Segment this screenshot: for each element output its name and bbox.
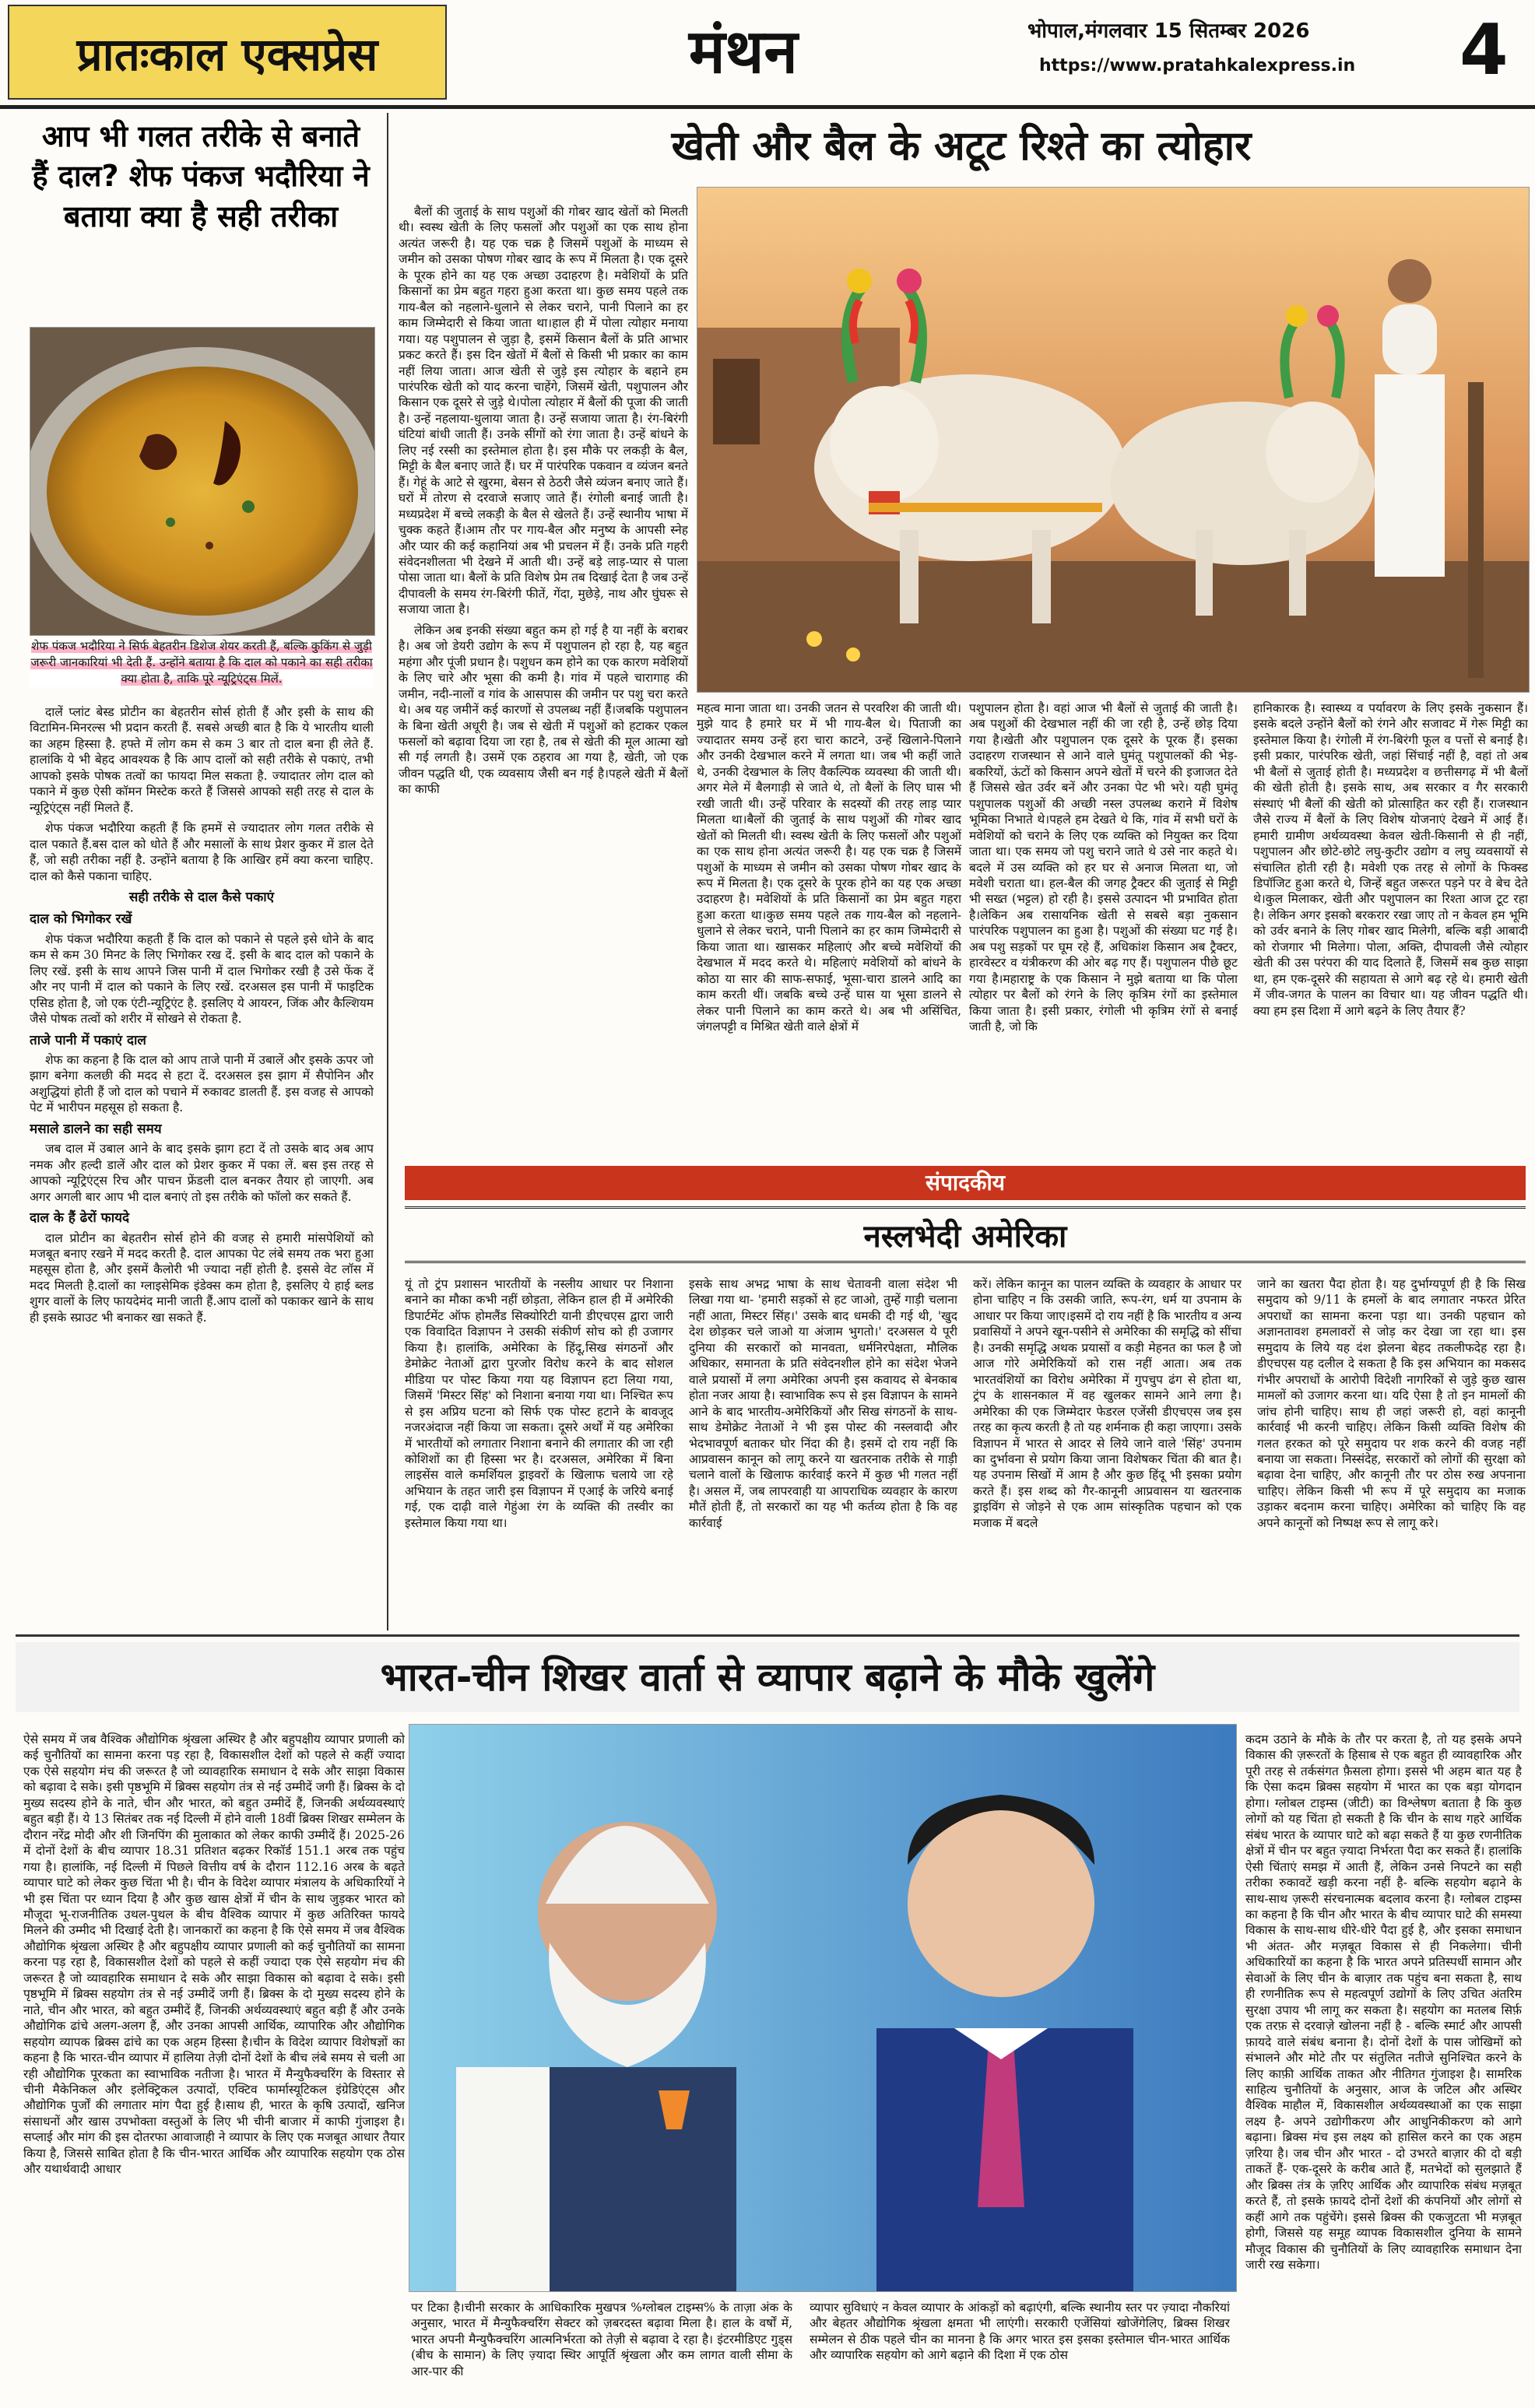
editorial-column-4: जाने का खतरा पैदा होता है। यह दुर्भाग्यपूर्ण ही है कि सिख समुदाय को 9/11 के हमलों के बाद लगातार नफरत प्रेरित अपराधों का सामना करना पड़ा था। उनकी पहचान को अज्ञानतावश हमलावरों से जोड़ कर देखा जा रहा था। इस समुदाय के लिये यह दंश झेलना बेहद तकलीफदेह रहा है। डीएचएस यह दलील दे सकता है कि इस अभियान का मकसद गंभीर अपराधों के आरोपी विदेशी नागरिकों से जुड़े कुछ खास मामलों को उजागर करना था। यदि ऐसा है तो इन मामलों की जांच होनी चाहिए। साथ ही जहां जरूरी हो, वहां कानूनी कार्रवाई भी करनी चाहिए। लेकिन किसी व्यक्ति विशेष की गलत हरकत को पूरे समुदाय पर शक करने की वजह नहीं बनाया जा सकता। निस्संदेह, सरकारों को लोगों की सुरक्षा को बढ़ावा देना चाहिए, और कानूनी तौर पर ठोस रुख अपनाना चाहिए। लेकिन किसी भी रूप में पूरे समुदाय का मजाक उड़ाकर बदनाम करना चाहिए। अमेरिका को चाहिए कि वह अपने कानूनों को निष्पक्ष रूप से लागू करे। [1257,1277,1526,1530]
dal-headline: आप भी गलत तरीके से बनाते हैं दाल? शेफ पंकज भदौरिया ने बताया क्या है सही तरीका [32,119,370,233]
summit-column-3: व्यापार सुविधाएं न केवल व्यापार के आंकड़ों को बढ़ाएंगी, बल्कि स्थानीय स्तर पर ज़्यादा नौकरियां और बेहतर औद्योगिक श्रृंखला क्षमता भी लाएंगी। सरकारी एजेंसियां खोजेंगेलिए, ब्रिक्स शिखर सम्मेलन से ठीक पहले चीन का मानना है कि अगर भारत इस इसका इस्तेमाल चीन-भारत आर्थिक और व्यापारिक सहयोग को आगे बढ़ाने की दिशा में एक ठोस [810,2301,1230,2363]
website-url[interactable]: https://www.pratahkalexpress.in [1039,56,1356,75]
newspaper-logo: प्रातःकाल एक्सप्रेस [8,5,447,100]
dal-paragraph: जब दाल में उबाल आने के बाद इसके झाग हटा दें तो उसके बाद अब आप नमक और हल्दी डालें और दाल को प्रेशर कुकर में पका लें. बस इस तरह से आपको न्यूट्रिएंट्स रिच और पाचन फ्रेंडली दाल बनकर तैयार हो जाएगी. अब अगर अगली बार आप भी दाल बनाएं तो इस तरीके को फॉलो कर सकते हैं. [30,1142,374,1204]
dal-subhead: दाल के हैं ढेरों फायदे [30,1210,130,1227]
editorial-headline: नस्लभेदी अमेरिका [405,1206,1526,1263]
dal-subhead: मसाले डालने का सही समय [30,1121,162,1137]
page-number: 4 [1459,9,1509,91]
masthead [0,0,1535,109]
bull-paragraph: लेकिन अब इनकी संख्या बहुत कम हो गई है या नहीं के बराबर है। अब जो डेयरी उद्योग के रूप में पशुपालन हो रहा है, यह बहुत महंगा और पूंजी प्रधान है। पशुधन कम होने का एक कारण मवेशियों के लिए चारे और भूसा की कमी है। गांव में पहले चारागाह की जमीन, नदी-नालों व गांव के आसपास की जमीन पर पशु चरा करते थे। अब यह जमीनें कई कारणों से उपलब्ध नहीं हैं।जबकि पशुपालन के बिना खेती अधूरी है। जब से खेती में पशुओं को हटाकर एकल फसलों को बढ़ावा दिया जा रहा है, तब से खेती की मूल आत्मा खो सी गई लगती है। उसमें एक ठहराव आ गया है, खेती, जो एक जीवन पद्धति थी, एक व्यवसाय जैसी बन गई है।पहले खेती में बैलों का काफी [399,623,688,797]
bull-photo [697,187,1530,693]
dal-paragraph: शेफ का कहना है कि दाल को आप ताजे पानी में उबालें और इसके ऊपर जो झाग बनेगा कलछी की मदद से हटा दें. दरअसल इस झाग में सैपोनिन और अशुद्धियां होती हैं जो दाल को पचाने में रुकावट डालती हैं. इस वजह से आपको पेट में भारीपन महसूस हो सकता है. [30,1053,374,1115]
dal-paragraph: शेफ पंकज भदौरिया कहती हैं कि हममें से ज्यादातर लोग गलत तरीके से दाल पकाते हैं.बस दाल को धोते हैं और मसालों के साथ प्रेशर कुकर में डाल देते हैं, जो सही तरीका नहीं है. उन्होंने बताया है कि आखिर हमें क्या करना चाहिए. दाल को कैसे पकाना चाहिए. [30,821,374,883]
bull-column-4: हानिकारक है। स्वास्थ्य व पर्यावरण के लिए इसके नुकसान हैं। इसके बदले उन्होंने बैलों को रंगने और सजावट में गेरू मिट्टी का इस्तेमाल किया है। रंगोली में रंग-बिरंगी फूल व पत्तों से बनाई है।इसी प्रकार, पारंपरिक खेती, जहां सिंचाई नहीं है, वहां तो अब भी बैलों से जुताई होती है। मध्यप्रदेश व छत्तीसगढ़ में भी बैलों की खेती होती है। इसके साथ, अब सरकार व गैर सरकारी संस्थाएं भी बैलों की खेती को प्रोत्साहित कर रही हैं। राजस्थान जैसे राज्य में बैलों के लिए विशेष योजनाएं देखने में आई हैं।हमारी ग्रामीण अर्थव्यवस्था केवल खेती-किसानी से ही नहीं, पशुपालन और छोटे-छोटे लघु-कुटीर उद्योग व लघु व्यवसायों से संचालित होती रही है। मवेशी एक तरह से लोगों के फिक्स्ड डिपॉजिट हुआ करते थे, जिन्हें बहुत जरूरत पड़ने पर वे बेच देते थे।कुल मिलाकर, खेती और पशुपालन का रिश्ता आज टूट रहा है। लेकिन अगर इसको बरकरार रखा जाए तो न केवल हम भूमि को उर्वर बनाने के लिए गोबर खाद मिलेगी, बल्कि बड़ी आबादी को रोजगार भी मिलेगा। पोला, अक्ति, दीपावली जैसे त्योहार खेती की उस परंपरा की याद दिलाते हैं, जिसमें सब कुछ साझा था, हम एक-दूसरे की सहायता से आगे बढ़ रहे थे। हमारी खेती में जीव-जगत के पालन का विचार था। यह जीवन पद्धति थी। क्या हम इस दिशा में आगे बढ़ने के लिए तैयार हैं? [1253,701,1528,1018]
dal-paragraph: शेफ पंकज भदौरिया कहती हैं कि दाल को पकाने से पहले इसे धोने के बाद कम से कम 30 मिनट के लिए भिगोकर रख दें. इसी के बाद दाल को पकाने के लिए रखें. इसी के साथ आपने जिस पानी में दाल भिगोकर रखी है उसे फेंक दें और नए पानी में दाल को पकाने के लिए रखें. दरअसल इस पानी में फाइटिक एसिड होता है, जो एक एंटी-न्यूट्रिएंट है. इसलिए ये आयरन, जिंक और कैल्शियम जैसे पोषक तत्वों को शरीर में सोखने से रोकता है. [30,932,374,1027]
editorial-label: संपादकीय [405,1166,1526,1200]
dal-subhead: सही तरीके से दाल कैसे पकाएं [128,889,275,905]
bull-column-1 [399,204,688,1155]
bull-paragraph: बैलों की जुताई के साथ पशुओं की गोबर खाद खेतों को मिलती थी। स्वस्थ खेती के लिए फसलों और पशुओं का एक साथ होना अत्यंत जरूरी है। यह एक चक्र है जिसमें पशुओं के माध्यम से जमीन को उसका पोषण गोबर खाद के रूप में मिलता है। एक दूसरे के पूरक होने का यह एक अच्छा उदाहरण है। मवेशियों के प्रति किसानों का प्रेम बहुत गहरा हुआ करता था। कुछ समय पहले तक गाय-बैल को नहलाने-धुलाने से लेकर चराने, पानी पिलाने का हर काम जिम्मेदारी से किया जाता था।हाल ही में पोला त्योहार मनाया गया। यह पशुपालन से जुड़ा है, इसमें किसान बैलों के प्रति आभार प्रकट करते हैं। इस दिन खेतों में बैलों से किसी भी प्रकार का काम नहीं लिया जाता। आज खेती से जुड़े इस त्योहार के बहाने हम पारंपरिक खेती को याद करना चाहेंगे, जिसमें खेती, पशुपालन और किसान एक दूसरे से जुड़े थे।पोला त्योहार में बैलों की पूजा की जाती है। उन्हें नहलाया-धुलाया जाता है। उन्हें सजाया जाता है। रंग-बिरंगी घंटियां बांधी जाती हैं। उनके सींगों को रंगा जाता है। उन्हें बांधने के लिए नई रस्सी का इस्तेमाल होता है। इस मौके पर लकड़ी के बैल, मिट्टी के बैल बनाए जाते हैं। घर में पारंपरिक पकवान व व्यंजन बनते हैं। गेहूं के आटे से खुरमा, बेसन से ठेठरी जैसे व्यंजन बनाए जाते हैं। घरों में तोरण से दरवाजे सजाए जाते हैं। रंगोली बनाई जाती है। मध्यप्रदेश में बच्चे लकड़ी के बैल से खेलते हैं। उन्हें स्थानीय भाषा में चुक्क कहते हैं।आम तौर पर गाय-बैल और मनुष्य के आपसी स्नेह और प्यार की कई कहानियां अब भी प्रचलन में हैं। उनके प्रति गहरी संवेदनशीलता भी देखने में आती थी। उन्हें बड़े लाड़-प्यार से पाला पोसा जाता था। बैलों के प्रति विशेष प्रेम तब दिखाई देता है जब उन्हें दीपावली के समय रंग-बिरंगी फीतें, गेंदा, मुछेड़े, नाथ और घुंघरू से सजाया जाता है। [399,205,688,617]
summit-column-4: कदम उठाने के मौके के तौर पर करता है, तो यह इसके अपने विकास की ज़रूरतों के हिसाब से एक बहुत ही व्यावहारिक और पूरी तरह से तर्कसंगत फ़ैसला होगा। इससे भी अहम बात यह है कि ऐसा कदम ब्रिक्स सहयोग में भारत का एक बड़ा योगदान होगा। ग्लोबल टाइम्स (जीटी) का विश्लेषण बताता है कि कुछ लोगों को यह चिंता हो सकती है कि चीन के साथ गहरे आर्थिक संबंध भारत के व्यापार घाटे को बढ़ा सकते हैं या कुछ रणनीतिक क्षेत्रों में चीन पर बहुत ज़्यादा निर्भरता पैदा कर सकते हैं। हालांकि ऐसी चिंताएं समझ में आती हैं, लेकिन उनसे निपटने का सही तरीका रुकावटें खड़ी करना नहीं है- बल्कि सहयोग बढ़ाने के साथ-साथ ज़रूरी संरचनात्मक बदलाव करना है। ग्लोबल टाइम्स का कहना है कि चीन और भारत के बीच व्यापार घाटे की समस्या विकास के साथ-साथ धीरे-धीरे पैदा हुई है, और इसका समाधान भी अंतत- और मज़बूत विकास से ही निकलेगा। चीनी अधिकारियों का कहना है कि भारत अपने प्रतिस्पर्धी सामान और सेवाओं के लिए चीन के बाज़ार तक पहुंच बना सकता है, साथ ही रणनीतिक रूप से महत्वपूर्ण उद्योगों के लिए उचित अंतरिम सुरक्षा उपाय भी लागू कर सकता है। सहयोग का मतलब सिर्फ़ एक तरफ़ से दरवाज़े खोलना नहीं है - बल्कि स्मार्ट और आपसी फ़ायदे वाले संबंध बनाना है। दोनों देशों के पास जोखिमों को संभालने और मोटे तौर पर संतुलित नतीजे सुनिश्चित करने के लिए काफ़ी आर्थिक ताकत और नीतिगत गुंजाइश है। सामरिक साहित्य चुनौतियों के अनुसार, आज के जटिल और अस्थिर वैश्विक माहौल में, विकासशील अर्थव्यवस्थाओं का एक साझा लक्ष्य है- अपने उद्योगीकरण और आधुनिकीकरण को आगे बढ़ाना। ब्रिक्स मंच इस लक्ष्य को हासिल करने का एक अहम ज़रिया है। जब चीन और भारत - दो उभरते बाज़ार की दो बड़ी ताकतें हैं- एक-दूसरे के करीब आते हैं, मतभेदों को सुलझाते हैं और ब्रिक्स तंत्र के ज़रिए आर्थिक और व्यापारिक संबंध मज़बूत करते हैं, तो इसके फ़ायदे दोनों देशों की कंपनियों और लोगों से कहीं आगे तक पहुंचेंगे। इससे ब्रिक्स की एकजुटता भी मज़बूत होगी, जिससे यह समूह व्यापक विकासशील दुनिया के सामने मौजूद विकास की चुनौतियों के लिए व्यावहारिक समाधान देना जारी रख सकेगा। [1245,1732,1522,2272]
section-title: मंथन [689,17,798,87]
editorial-column-2: इसके साथ अभद्र भाषा के साथ चेतावनी वाला संदेश भी लिखा गया था- 'हमारी सड़कों से हट जाओ, तुम्हें गाड़ी चलाना नहीं आता, मिस्टर सिंह।' उसके बाद धमकी दी गई थी, 'खुद देश छोड़कर चले जाओ या अंजाम भुगतो।' दरअसल ये पूरी दुनिया की सरकारों को मानवता, धर्मनिरपेक्षता, मौलिक अधिकार, समानता के प्रति संवेदनशील होने का संदेश भेजने वाले प्रयासों में लगा अमेरिका अपनी इस कवायद से बेनकाब होता नजर आया है। स्वाभाविक रूप से इस विज्ञापन के सामने आने के बाद भारतीय-अमेरिकियों और सिख संगठनों के साथ-साथ डेमोक्रेट नेताओं ने भी इस पोस्ट की नस्लवादी और भेदभावपूर्ण बताकर घोर निंदा की है। इसमें दो राय नहीं कि आप्रवासन कानून को लागू करने या खतरनाक तरीके से गाड़ी चलाने वालों के खिलाफ कार्रवाई करने में कुछ भी गलत नहीं है। असल में, जब लापरवाही या आपराधिक व्यवहार के कारण मौतें होती हैं, तो सरकारों का यह भी कर्तव्य होता है कि वह कार्रवाई [689,1277,957,1530]
bull-column-3: पशुपालन होता है। वहां आज भी बैलों से जुताई की जाती है। अब पशुओं की देखभाल नहीं की जा रही है, उन्हें छोड़ दिया गया है।खेती और पशुपालन एक दूसरे के पूरक हैं। इसका उदाहरण राजस्थान से आने वाले घुमंतू पशुपालकों की भेड़-बकरियों, ऊंटों को किसान अपने खेतों में चरने की इजाजत देते हैं जिससे खेत उर्वर बनें और उनका पेट भी भरे। यही घुमंतू पशुपालक पशुओं की अच्छी नस्ल उपलब्ध कराने में विशेष भूमिका निभाते थे।पहले हम देखते थे कि, गांव में सभी घरों के मवेशियों को चराने के लिए एक व्यक्ति को नियुक्त कर दिया जाता था। एक समय जो पशु चराने जाते थे उसे नार कहते थे। बदले में उस व्यक्ति को हर घर से अनाज मिलता था, जो मवेशी चराता था। हल-बैल की जगह ट्रैक्टर की जुताई से मिट्टी भी सख्त (भट्टल) हो रही है। इससे उत्पादन भी प्रभावित होता है।लेकिन अब रासायनिक खेती से सबसे बड़ा नुकसान पारंपरिक पशुपालन का हुआ है। पशुओं की संख्या घट गई है। अब पशु सड़कों पर घूम रहे हैं, अधिकांश किसान अब ट्रैक्टर, हारवेस्टर व यंत्रीकरण की ओर बढ़ गए हैं। पशुपालन पीछे छूट गया है।महाराष्ट्र के एक किसान ने मुझे बताया था कि पोला त्योहार पर बैलों को रंगने के लिए कृत्रिम रंगों का इस्तेमाल किया जाता है। इसी प्रकार, रंगोली भी कृत्रिम रंगों से बनाई जाती है, जो कि [969,701,1238,1034]
summit-column-2: पर टिका है।चीनी सरकार के आधिकारिक मुखपत्र %ग्लोबल टाइम्स% के ताज़ा अंक के अनुसार, भारत में मैन्युफैक्चरिंग सेक्टर को ज़बरदस्त बढ़ावा मिला है। हाल के वर्षों में, भारत अपनी मैन्युफैक्चरिंग आत्मनिर्भरता को तेज़ी से बढ़ावा दे रहा है। इंटरमीडिएट गुड्स (बीच के सामान) के लिए ज़्यादा स्थिर आपूर्ति श्रृंखला और कम लागत वाली सीमा के आर-पार की [411,2301,792,2378]
dal-caption-text: शेफ पंकज भदौरिया ने सिर्फ बेहतरीन डिशेज शेयर करती हैं, बल्कि कुकिंग से जुड़ी जरूरी जानकारियां भी देती हैं. उन्होंने बताया है कि दाल को पकाने का सही तरीका क्या होता है, ताकि पूरे न्यूट्रिएंट्स मिलें. [30,639,373,686]
editorial-column-3: करें। लेकिन कानून का पालन व्यक्ति के व्यवहार के आधार पर होना चाहिए न कि उसकी जाति, रूप-रंग, धर्म या उपनाम के आधार पर किया जाए।इसमें दो राय नहीं है कि भारतीय व अन्य प्रवासियों ने अपने खून-पसीने से अमेरिका की समृद्धि को सींचा है। उनकी समृद्धि अथक प्रयासों व कड़ी मेहनत का फल है जो आज गोरे अमेरिकियों को रास नहीं आता। अब तक भारतवंशियों का विरोध अमेरिका में गुपचुप ढंग से होता था, ट्रंप के शासनकाल में वह खुलकर सामने आने लगा है। अमेरिका की एक जिम्मेदार फेडरल एजेंसी डीएचएस जब इस तरह का कृत्य करती है तो यह शर्मनाक ही कहा जाएगा। उसके विज्ञापन में भारत से आदर से लिये जाने वाले 'सिंह' उपनाम का दुर्भावना से प्रयोग किया जाना विशेषकर चिंता की बात है। यह उपनाम सिखों में आम है और कुछ हिंदू भी इसका प्रयोग करते हैं। इस शब्द को गैर-कानूनी आप्रवासन या खतरनाक ड्राइविंग से जोड़ने से एक आम सांस्कृतिक पहचान को एक मजाक में बदले [973,1277,1242,1530]
dal-paragraph: दालें प्लांट बेस्ड प्रोटीन का बेहतरीन सोर्स होती हैं और इसी के साथ की विटामिन-मिनरल्स भी प्रदान करती हैं. सबसे अच्छी बात है कि ये भारतीय थाली का अहम हिस्सा है. हफ्ते में लोग कम से कम 3 बार तो दाल बना ही लेते हैं. हालांकि ये भी बेहद आवश्यक है कि आप दालों को सही तरीके से पकाएं, तभी आपको इसके पोषक तत्वों का फायदा मिल सकता है. ज्यादातर लोग दाल को पकाने में कुछ ऐसी कॉमन मिस्टेक करते हैं जिससे आपको सही तरह से दाल के न्यूट्रिएंट्स नहीं मिलते हैं. [30,705,374,815]
dal-subhead: दाल को भिगोकर रखें [30,911,132,928]
bull-headline: खेती और बैल के अटूट रिश्ते का त्योहार [671,123,1252,170]
section-divider [16,1634,1519,1637]
dal-subhead: ताजे पानी में पकाएं दाल [30,1032,146,1048]
dal-caption [30,638,374,687]
summit-headline: भारत-चीन शिखर वार्ता से व्यापार बढ़ाने के मौके खुलेंगे [16,1642,1519,1712]
dal-body [30,704,374,1623]
column-divider [387,113,388,1630]
summit-photo [409,1724,1237,2292]
summit-column-1: ऐसे समय में जब वैश्विक औद्योगिक श्रृंखला अस्थिर है और बहुपक्षीय व्यापार प्रणाली को कई चुनौतियों का सामना करना पड़ रहा है, विकासशील देशों को पहले से कहीं ज्यादा एक ऐसे सहयोग मंच की जरूरत है जो व्यावहारिक समाधान दे सके और साझा विकास को बढ़ावा दे सके। इसी पृष्ठभूमि में ब्रिक्स सहयोग तंत्र से नई उम्मीदें जगी हैं। ब्रिक्स के दो मुख्य सदस्य होने के नाते, चीन और भारत, को बहुत उम्मीदें हैं, जिनकी अर्थव्यवस्थाएं बहुत बड़ी हैं। ये 13 सितंबर तक नई दिल्ली में होने वाली 18वीं ब्रिक्स शिखर सम्मेलन के दौरान नरेंद्र मोदी और शी जिनपिंग की मुलाकात को लेकर काफी उम्मीदें हैं। 2025-26 में दोनों देशों के बीच व्यापार 18.31 प्रतिशत बढ़कर रिकॉर्ड 151.1 अरब तक पहुंच गया है। हालांकि, नई दिल्ली में पिछले वित्तीय वर्ष के दौरान 112.16 अरब के बढ़ते व्यापार घाटे को लेकर कुछ चिंता भी है। चीन के विदेश व्यापार मंत्रालय के अधिकारियों ने भी इस चिंता पर ध्यान दिया है और कुछ खास क्षेत्रों में चीन के साथ जुड़कर भारत को मौजूदा भू-राजनीतिक उथल-पुथल के बीच वैश्विक व्यापार में कुछ अतिरिक्त फायदे मिलने की उम्मीद भी दिखाई देती है। जानकारों का कहना है कि ऐसे समय में जब वैश्विक औद्योगिक श्रृंखला अस्थिर है और बहुपक्षीय व्यापार प्रणाली को कई चुनौतियों का सामना करना पड़ रहा है, विकासशील देशों को पहले से कहीं ज्यादा एक ऐसे सहयोग मंच की जरूरत है जो व्यावहारिक समाधान दे सके और साझा विकास को बढ़ावा दे सके। इसी पृष्ठभूमि में ब्रिक्स सहयोग तंत्र से नई उम्मीदें जगी हैं। ब्रिक्स के दो मुख्य सदस्य होने के नाते, चीन और भारत, को बहुत उम्मीदें हैं, जिनकी अर्थव्यवस्थाएं बहुत बड़ी हैं और उनके औद्योगिक ढांचे अलग-अलग हैं, और उनका आपसी आर्थिक, व्यापारिक और औद्योगिक सहयोग व्यापक ब्रिक्स ढांचे का एक अहम हिस्सा है।चीन के विदेश व्यापार विशेषज्ञों का कहना है कि भारत-चीन व्यापार में हालिया तेज़ी दोनों देशों के बीच लंबे समय से चली आ रही औद्योगिक पूरकता का स्वाभाविक नतीजा है। भारत में मैन्युफैक्चरिंग के विस्तार से चीनी मैकेनिकल और इलेक्ट्रिकल उत्पादों, एक्टिव फार्मास्यूटिकल इंग्रेडिएंट्स और औद्योगिक पुर्जों की लगातार मांग पैदा हुई है।साथ ही, भारत के कृषि उत्पादों, खनिज संसाधनों और खास उपभोक्ता वस्तुओं के लिए भी चीनी बाजार में काफी गुंजाइश है। सप्लाई और मांग की इस दोतरफा आवाजाही ने व्यापार के लिए एक मजबूत आधार तैयार किया है, जिससे साबित होता है कि चीन-भारत आर्थिक और व्यापारिक सहयोग एक ठोस और यथार्थवादी आधार [23,1732,405,2177]
dal-photo [30,327,375,636]
dal-paragraph: दाल प्रोटीन का बेहतरीन सोर्स होने की वजह से हमारी मांसपेशियों को मजबूत बनाए रखने में मदद करती है. दाल आपका पेट लंबे समय तक भरा हुआ महसूस होता है, और इसमें कैलोरी भी ज्यादा नहीं होती है. इससे वेट लॉस में मदद मिलती है.दालों का ग्लाइसेमिक इंडेक्स कम होता है, इसलिए ये हाई ब्लड शुगर वालों के लिए फायदेमंद मानी जाती हैं.आप दालों को पकाकर खाने के साथ ही इसके स्प्राउट भी बनाकर खा सकते हैं. [30,1230,374,1325]
editorial-column-1: यूं तो ट्रंप प्रशासन भारतीयों के नस्लीय आधार पर निशाना बनाने का मौका कभी नहीं छोड़ता, लेकिन हाल ही में अमेरिकी डिपार्टमेंट ऑफ होमलैंड सिक्योरिटी यानी डीएचएस द्वारा जारी एक विवादित विज्ञापन ने उसकी संकीर्ण सोच को ही उजागर किया है। हालांकि, अमेरिका के हिंदू,सिख संगठनों और डेमोक्रेट नेताओं द्वारा पुरजोर विरोध करने के बाद सोशल मीडिया पर पोस्ट किया गया यह विज्ञापन हटा लिया गया, जिसमें 'मिस्टर सिंह' को निशाना बनाया गया था। निश्चित रूप से इस अप्रिय घटना को सिर्फ एक पोस्ट हटाने के बावजूद नजरअंदाज नहीं किया जा सकता। दूसरे अर्थों में यह अमेरिका में भारतीयों को लगातार निशाना बनाने की लगातार की जा रही कोशिशों का ही हिस्सा भर है। दरअसल, अमेरिका में बिना लाइसेंस वाले कमर्शियल ड्राइवरों के खिलाफ चलाये जा रहे अभियान के तहत जारी इस विज्ञापन में एआई के जरिये बनाई गई, एक दाढ़ी वाले गेहुंआ रंग के व्यक्ति की तस्वीर का इस्तेमाल किया गया था। [405,1277,673,1530]
bull-column-2: महत्व माना जाता था। उनकी जतन से परवरिश की जाती थी। मुझे याद है हमारे घर में भी गाय-बैल थे। पिताजी का ज्यादातर समय उन्हें हरा चारा काटने, उन्हें खिलाने-पिलाने और उनकी देखभाल करने में लगता था। जब भी कहीं जाते थे, उनकी देखभाल के लिए वैकल्पिक व्यवस्था की जाती थी। अगर मेले में बैलगाड़ी से जाते थे, तो बैलों के लिए घास भी रखी जाती थी। उन्हें परिवार के सदस्यों की तरह लाड़ प्यार मिलता था।बैलों की जुताई के साथ पशुओं की गोबर खाद खेतों को मिलती थी। स्वस्थ खेती के लिए फसलों और पशुओं का एक साथ होना अत्यंत जरूरी है। यह एक चक्र है जिसमें पशुओं के माध्यम से जमीन को उसका पोषण गोबर खाद के रूप में मिलता है। एक दूसरे के पूरक होने का यह एक अच्छा उदाहरण है। मवेशियों के प्रति किसानों का प्रेम बहुत गहरा हुआ करता था।कुछ समय पहले तक गाय-बैल को नहलाने-धुलाने से लेकर चराने, पानी पिलाने का हर काम जिम्मेदारी से किया जाता था। खासकर महिलाएं और बच्चे मवेशियों की देखभाल में मदद करते थे। महिलाएं मवेशियों को बांधने के कोठा या सार की साफ-सफाई, भूसा-चारा डालने आदि का काम करती थीं। जबकि बच्चे उन्हें घास या भूसा डालने से लेकर पानी पिलाने का काम करते थे। अब भी असिंचित, जंगलपट्टी व मिश्रित खेती वाले क्षेत्रों में [697,701,961,1034]
dateline: भोपाल,मंगलवार 15 सितम्बर 2026 [1027,19,1310,43]
